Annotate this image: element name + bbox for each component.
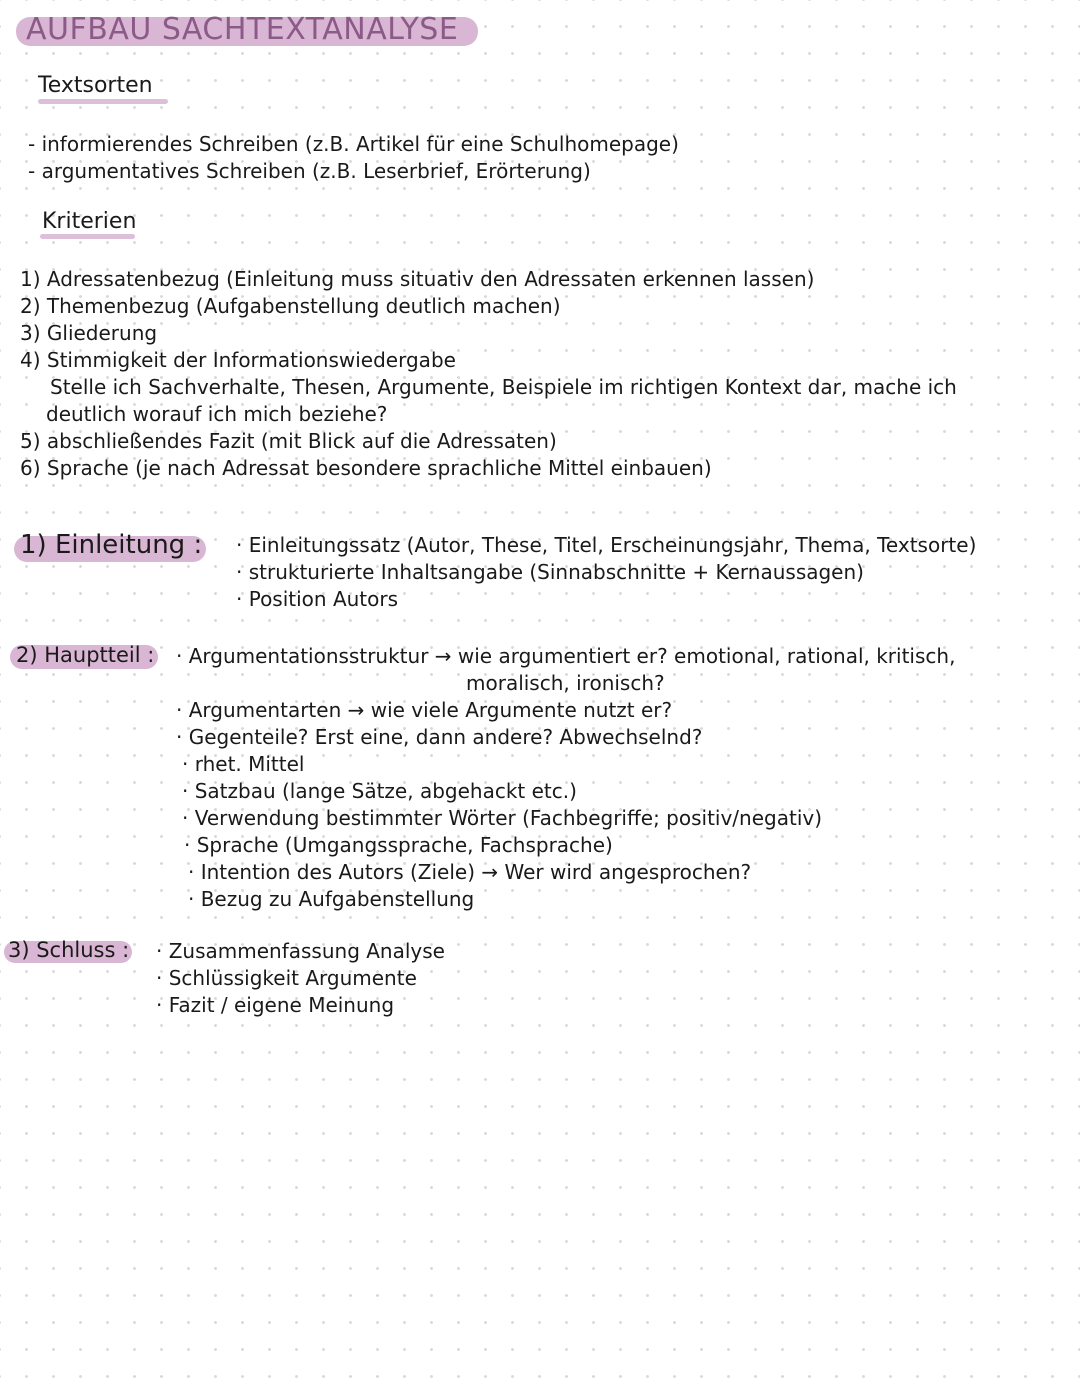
list-item: · Zusammenfassung Analyse: [156, 939, 445, 963]
schluss-list: [156, 938, 445, 1019]
list-item: · Position Autors: [236, 587, 399, 611]
list-item: · Sprache (Umgangssprache, Fachsprache): [184, 833, 613, 857]
schluss-label: 3) Schluss :: [8, 938, 130, 962]
list-item: · Intention des Autors (Ziele) → Wer wird angesprochen?: [188, 860, 752, 884]
list-item: · rhet. Mittel: [182, 752, 305, 776]
list-item: - argumentatives Schreiben (z.B. Leserbrief, Erörterung): [28, 159, 591, 183]
list-item: Stelle ich Sachverhalte, Thesen, Argumente, Beispiele im richtigen Kontext dar, mache ich: [50, 375, 957, 399]
kriterien-list: [20, 266, 957, 482]
kriterien-underline: [40, 234, 135, 239]
list-item: - informierendes Schreiben (z.B. Artikel für eine Schulhomepage): [28, 132, 679, 156]
list-item: · Einleitungssatz (Autor, These, Titel, Erscheinungsjahr, Thema, Textsorte): [236, 533, 977, 557]
list-item: 5) abschließendes Fazit (mit Blick auf die Adressaten): [20, 429, 557, 453]
list-item: 1) Adressatenbezug (Einleitung muss situativ den Adressaten erkennen lassen): [20, 267, 815, 291]
hauptteil-list: [176, 643, 955, 913]
kriterien-heading: Kriterien: [42, 209, 137, 234]
textsorten-list: [28, 131, 679, 185]
list-item: · Schlüssigkeit Argumente: [156, 966, 417, 990]
list-item: moralisch, ironisch?: [466, 671, 665, 695]
page-title: AUFBAU SACHTEXTANALYSE: [26, 12, 459, 47]
list-item: 2) Themenbezug (Aufgabenstellung deutlich machen): [20, 294, 561, 318]
list-item: 4) Stimmigkeit der Informationswiedergabe: [20, 348, 456, 372]
textsorten-underline: [38, 99, 168, 104]
list-item: · strukturierte Inhaltsangabe (Sinnabschnitte + Kernaussagen): [236, 560, 864, 584]
list-item: · Satzbau (lange Sätze, abgehackt etc.): [182, 779, 577, 803]
list-item: deutlich worauf ich mich beziehe?: [46, 402, 388, 426]
list-item: 6) Sprache (je nach Adressat besondere sprachliche Mittel einbauen): [20, 456, 712, 480]
list-item: · Argumentarten → wie viele Argumente nutzt er?: [176, 698, 673, 722]
textsorten-heading: Textsorten: [38, 73, 153, 98]
list-item: · Bezug zu Aufgabenstellung: [188, 887, 475, 911]
hauptteil-label: 2) Hauptteil :: [16, 643, 155, 667]
list-item: · Argumentationsstruktur → wie argumentiert er? emotional, rational, kritisch,: [176, 644, 956, 668]
list-item: 3) Gliederung: [20, 321, 158, 345]
list-item: · Fazit / eigene Meinung: [156, 993, 395, 1017]
list-item: · Verwendung bestimmter Wörter (Fachbegriffe; positiv/negativ): [182, 806, 823, 830]
list-item: · Gegenteile? Erst eine, dann andere? Abwechselnd?: [176, 725, 703, 749]
einleitung-label: 1) Einleitung :: [20, 530, 203, 560]
einleitung-list: [236, 532, 976, 613]
